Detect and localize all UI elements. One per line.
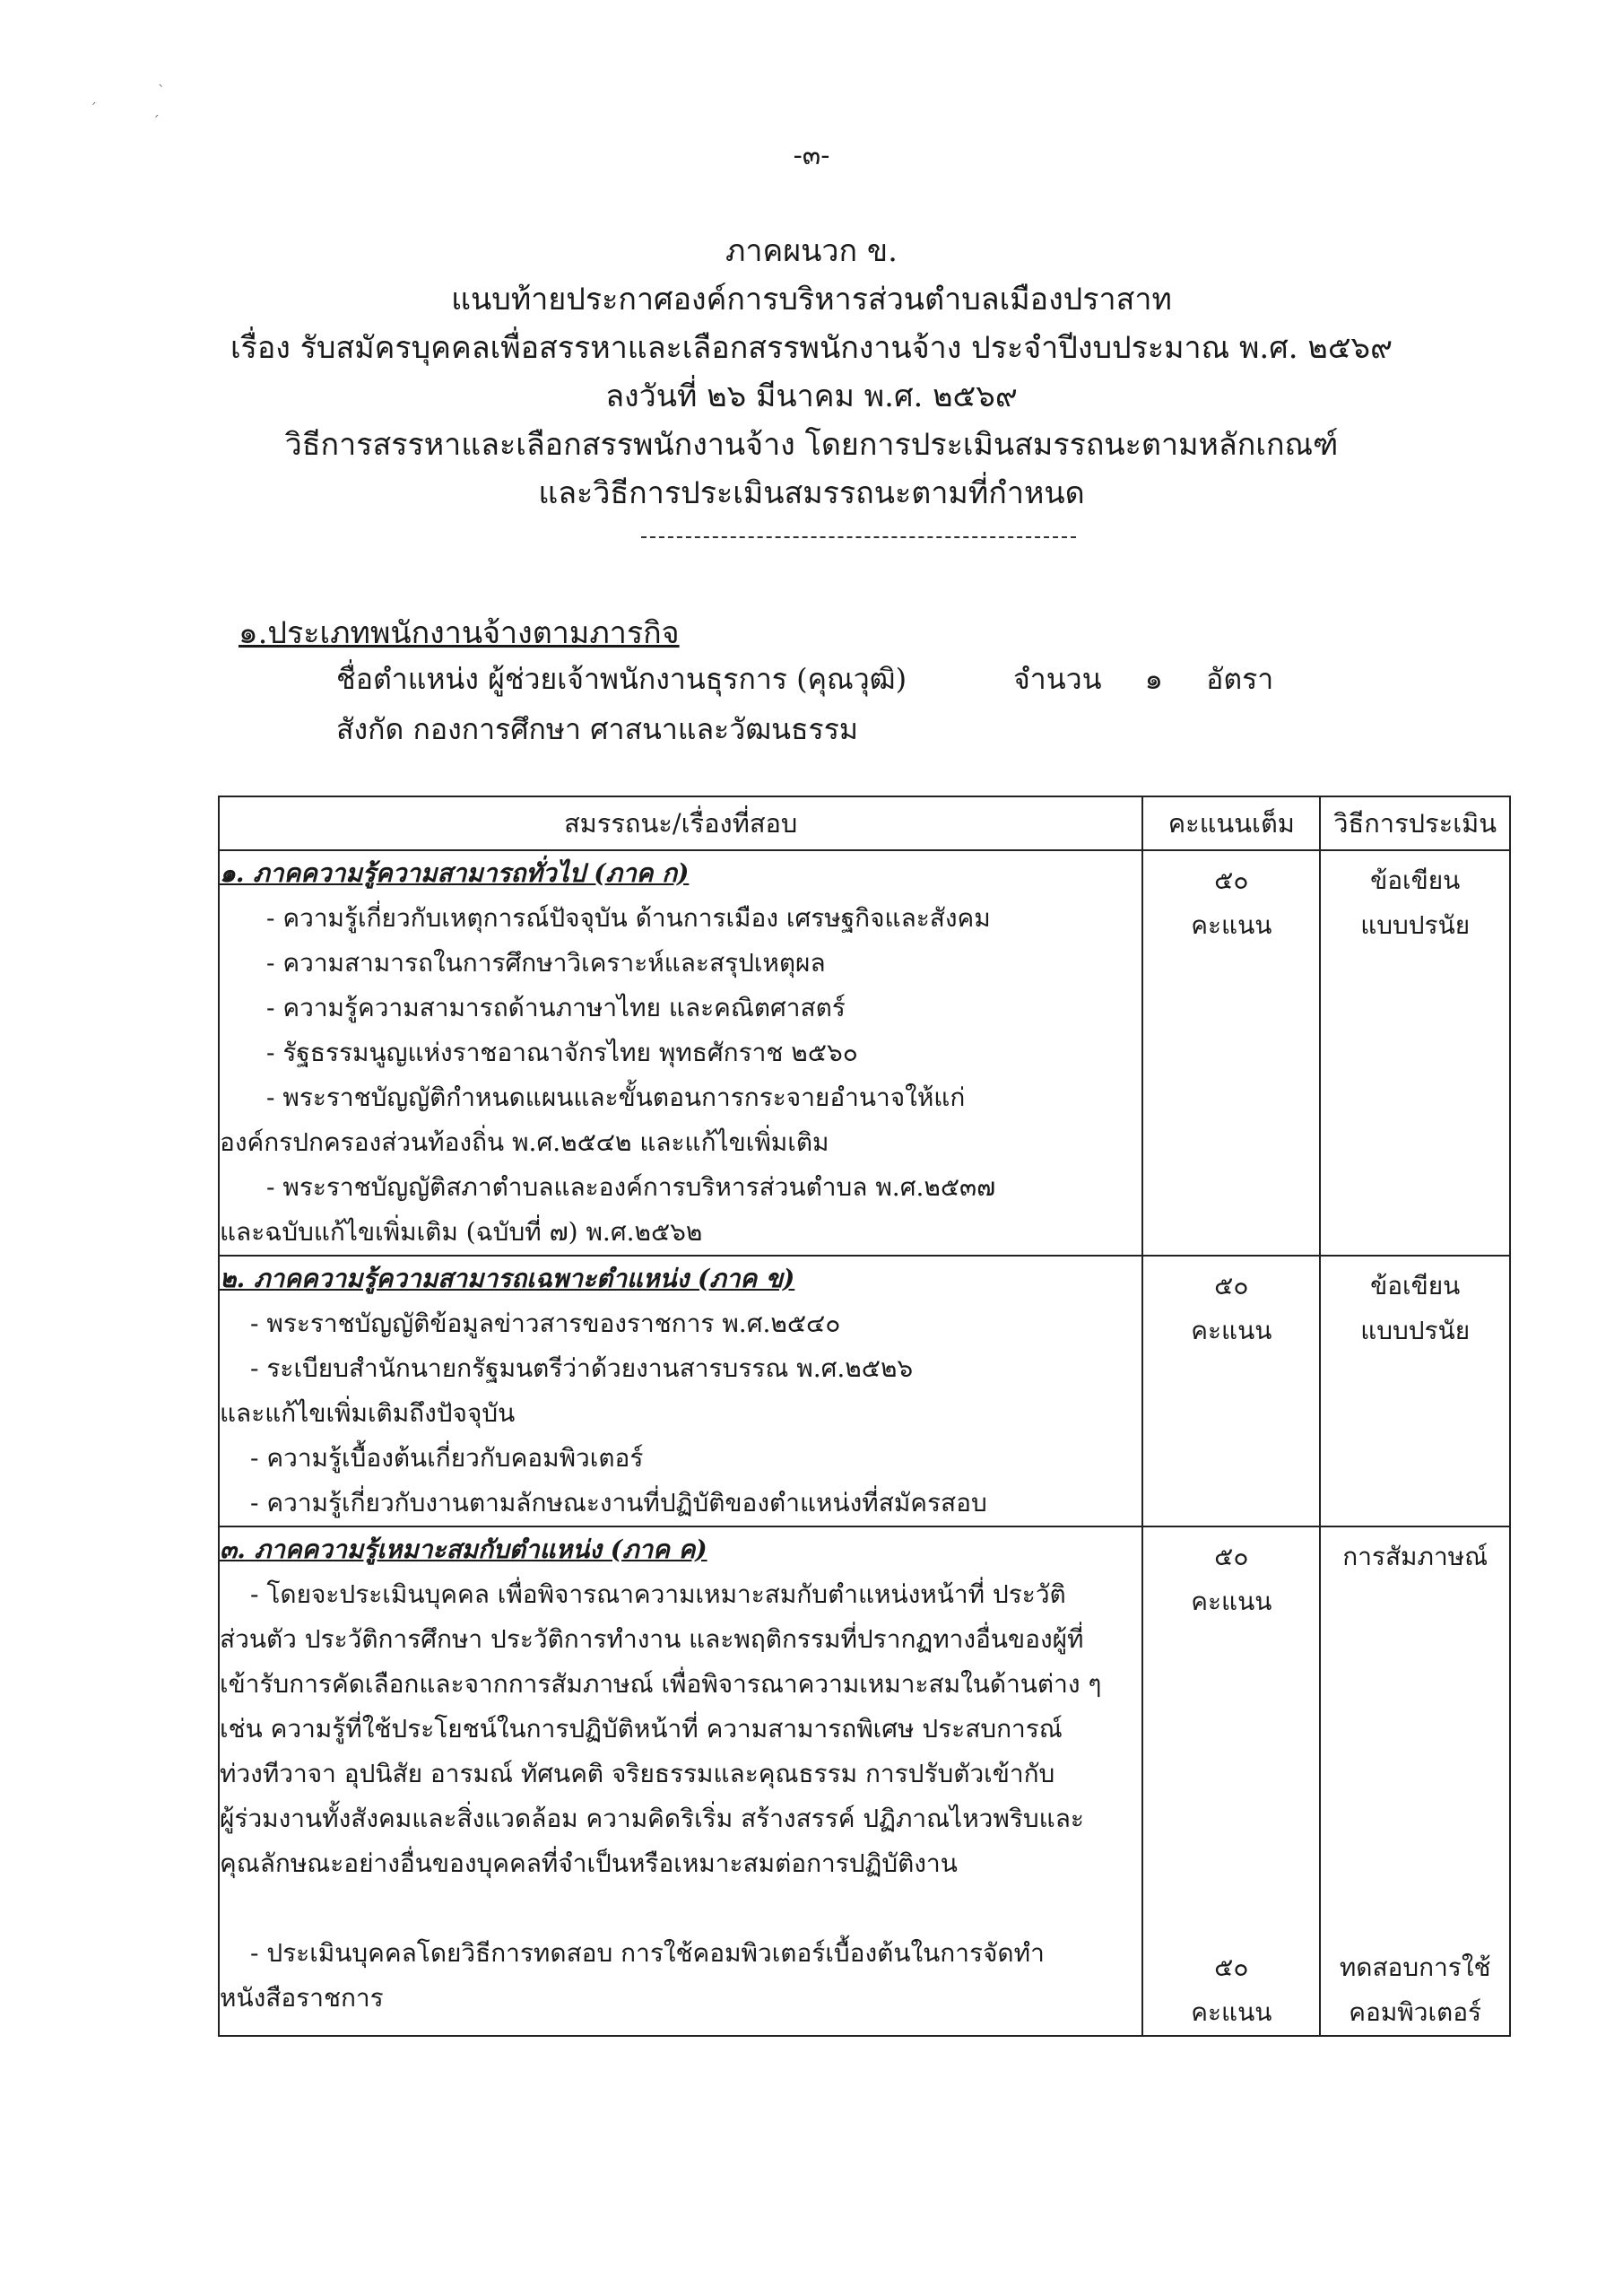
group2-title: ๒. ภาคความรู้ความสามารถเฉพาะตำแหน่ง (ภาค ข)	[220, 1264, 795, 1293]
list-item: - พระราชบัญญัติสภาตำบลและองค์การบริหารส่วนตำบล พ.ศ.๒๕๓๗	[266, 1172, 996, 1202]
group1-title: ๑. ภาคความรู้ความสามารถทั่วไป (ภาค ก)	[220, 858, 690, 888]
group3-cell	[219, 1526, 1142, 2036]
header-method: วิธีการประเมิน	[1320, 796, 1510, 850]
dashed-divider	[641, 536, 1076, 538]
paragraph-line: ส่วนตัว ประวัติการศึกษา ประวัติการทำงาน และพฤติกรรมที่ปรากฏทางอื่นของผู้ที่	[220, 1624, 1084, 1654]
header-full-score: คะแนนเต็ม	[1142, 796, 1320, 850]
list-item: - ความรู้เกี่ยวกับเหตุการณ์ปัจจุบัน ด้านการเมือง เศรษฐกิจและสังคม	[266, 903, 991, 933]
scan-speck: ˋ	[158, 83, 165, 100]
group3-title: ๓. ภาคความรู้เหมาะสมกับตำแหน่ง (ภาค ค)	[220, 1535, 707, 1564]
method-line1: ข้อเขียน	[1370, 1271, 1461, 1300]
list-item-continued: องค์กรปกครองส่วนท้องถิ่น พ.ศ.๒๕๔๒ และแก้ไขเพิ่มเติม	[220, 1127, 829, 1157]
list-item: - พระราชบัญญัติกำหนดแผนและขั้นตอนการกระจายอำนาจให้แก่	[266, 1083, 966, 1112]
position-count	[1013, 657, 1307, 702]
method-line2: แบบปรนัย	[1360, 1316, 1471, 1345]
method-line1: การสัมภาษณ์	[1342, 1542, 1488, 1571]
score-value: ๕๐	[1214, 1542, 1249, 1571]
test-score-unit: คะแนน	[1191, 1997, 1272, 2027]
list-item: - พระราชบัญญัติข้อมูลข่าวสารของราชการ พ.ศ.๒๕๔๐	[250, 1309, 841, 1338]
paragraph-line: ผู้ร่วมงานทั้งสังคมและสิ่งแวดล้อม ความคิดริเริ่ม สร้างสรรค์ ปฏิภาณไหวพริบและ	[220, 1804, 1084, 1833]
table-header-row	[219, 796, 1510, 850]
announcement-title: แนบท้ายประกาศองค์การบริหารส่วนตำบลเมืองปราสาท	[451, 282, 1172, 317]
test-method-line1: ทดสอบการใช้	[1339, 1952, 1491, 1982]
test-line: - ประเมินบุคคลโดยวิธีการทดสอบ การใช้คอมพิวเตอร์เบื้องต้นในการจัดทำ	[250, 1938, 1045, 1968]
count-unit: อัตรา	[1206, 662, 1274, 696]
group2-score-cell	[1142, 1256, 1320, 1526]
list-item: - รัฐธรรมนูญแห่งราชอาณาจักรไทย พุทธศักราช ๒๕๖๐	[266, 1038, 858, 1067]
page-number: -๓-	[793, 140, 830, 171]
list-item: - ความรู้เกี่ยวกับงานตามลักษณะงานที่ปฏิบัติของตำแหน่งที่สมัครสอบ	[250, 1488, 987, 1518]
header-competency: สมรรถนะ/เรื่องที่สอบ	[219, 796, 1142, 850]
method-line2: แบบปรนัย	[1360, 910, 1471, 940]
table-row	[219, 1256, 1510, 1526]
group3-score-cell	[1142, 1526, 1320, 2036]
group1-method-cell	[1320, 850, 1510, 1256]
list-item-continued: และแก้ไขเพิ่มเติมถึงปัจจุบัน	[220, 1398, 516, 1428]
list-item: - ความรู้เบื้องต้นเกี่ยวกับคอมพิวเตอร์	[250, 1443, 644, 1473]
score-value: ๕๐	[1214, 1271, 1249, 1300]
position-name: ชื่อตำแหน่ง ผู้ช่วยเจ้าพนักงานธุรการ (คุณวุฒิ)	[336, 662, 907, 696]
method-title: วิธีการสรรหาและเลือกสรรพนักงานจ้าง โดยการประเมินสมรรถนะตามหลักเกณฑ์	[284, 427, 1339, 463]
score-unit: คะแนน	[1191, 1587, 1272, 1616]
score-unit: คะแนน	[1191, 910, 1272, 940]
paragraph-line: เข้ารับการคัดเลือกและจากการสัมภาษณ์ เพื่อพิจารณาความเหมาะสมในด้านต่าง ๆ	[220, 1669, 1102, 1699]
test-method-line2: คอมพิวเตอร์	[1349, 1997, 1482, 2027]
test-line-continued: หนังสือราชการ	[220, 1983, 384, 2013]
scan-speck: ˊ	[90, 100, 97, 117]
spacer	[1143, 1624, 1319, 1938]
appendix-title: ภาคผนวก ข.	[725, 233, 898, 269]
section-title: ๑.ประเภทพนักงานจ้างตามภารกิจ	[239, 615, 680, 651]
count-label: จำนวน	[1013, 662, 1102, 696]
table-row	[219, 1526, 1510, 2036]
score-value: ๕๐	[1214, 865, 1249, 895]
list-item: - ความรู้ความสามารถด้านภาษาไทย และคณิตศาสตร์	[266, 993, 846, 1022]
method-line1: ข้อเขียน	[1370, 865, 1461, 895]
spacer	[1321, 1579, 1509, 1938]
list-item: - ความสามารถในการศึกษาวิเคราะห์และสรุปเหตุผล	[266, 948, 826, 978]
paragraph-line: - โดยจะประเมินบุคคล เพื่อพิจารณาความเหมาะสมกับตำแหน่งหน้าที่ ประวัติ	[250, 1579, 1066, 1609]
group2-method-cell	[1320, 1256, 1510, 1526]
subject-line: เรื่อง รับสมัครบุคคลเพื่อสรรหาและเลือกสรรพนักงานจ้าง ประจำปีงบประมาณ พ.ศ. ๒๕๖๙	[230, 330, 1393, 366]
test-score-value: ๕๐	[1214, 1952, 1249, 1982]
competency-table	[218, 796, 1511, 2037]
group2-cell	[219, 1256, 1142, 1526]
count-value: ๑	[1144, 662, 1163, 696]
spacer	[220, 1886, 1141, 1931]
paragraph-line: เช่น ความรู้ที่ใช้ประโยชน์ในการปฏิบัติหน้าที่ ความสามารถพิเศษ ประสบการณ์	[220, 1714, 1063, 1744]
table-row	[219, 850, 1510, 1256]
score-unit: คะแนน	[1191, 1316, 1272, 1345]
scan-speck: ˊ	[152, 113, 160, 130]
method-subtitle: และวิธีการประเมินสมรรถนะตามที่กำหนด	[538, 475, 1085, 511]
group1-score-cell	[1142, 850, 1320, 1256]
department: สังกัด กองการศึกษา ศาสนาและวัฒนธรรม	[336, 712, 858, 746]
group1-cell	[219, 850, 1142, 1256]
paragraph-line: คุณลักษณะอย่างอื่นของบุคคลที่จำเป็นหรือเหมาะสมต่อการปฏิบัติงาน	[220, 1848, 958, 1878]
list-item: - ระเบียบสำนักนายกรัฐมนตรีว่าด้วยงานสารบรรณ พ.ศ.๒๕๒๖	[250, 1353, 914, 1383]
paragraph-line: ท่วงทีวาจา อุปนิสัย อารมณ์ ทัศนคติ จริยธรรมและคุณธรรม การปรับตัวเข้ากับ	[220, 1759, 1055, 1788]
list-item-continued: และฉบับแก้ไขเพิ่มเติม (ฉบับที่ ๗) พ.ศ.๒๕๖๒	[220, 1217, 703, 1247]
date-line: ลงวันที่ ๒๖ มีนาคม พ.ศ. ๒๕๖๙	[605, 378, 1018, 414]
group3-method-cell	[1320, 1526, 1510, 2036]
